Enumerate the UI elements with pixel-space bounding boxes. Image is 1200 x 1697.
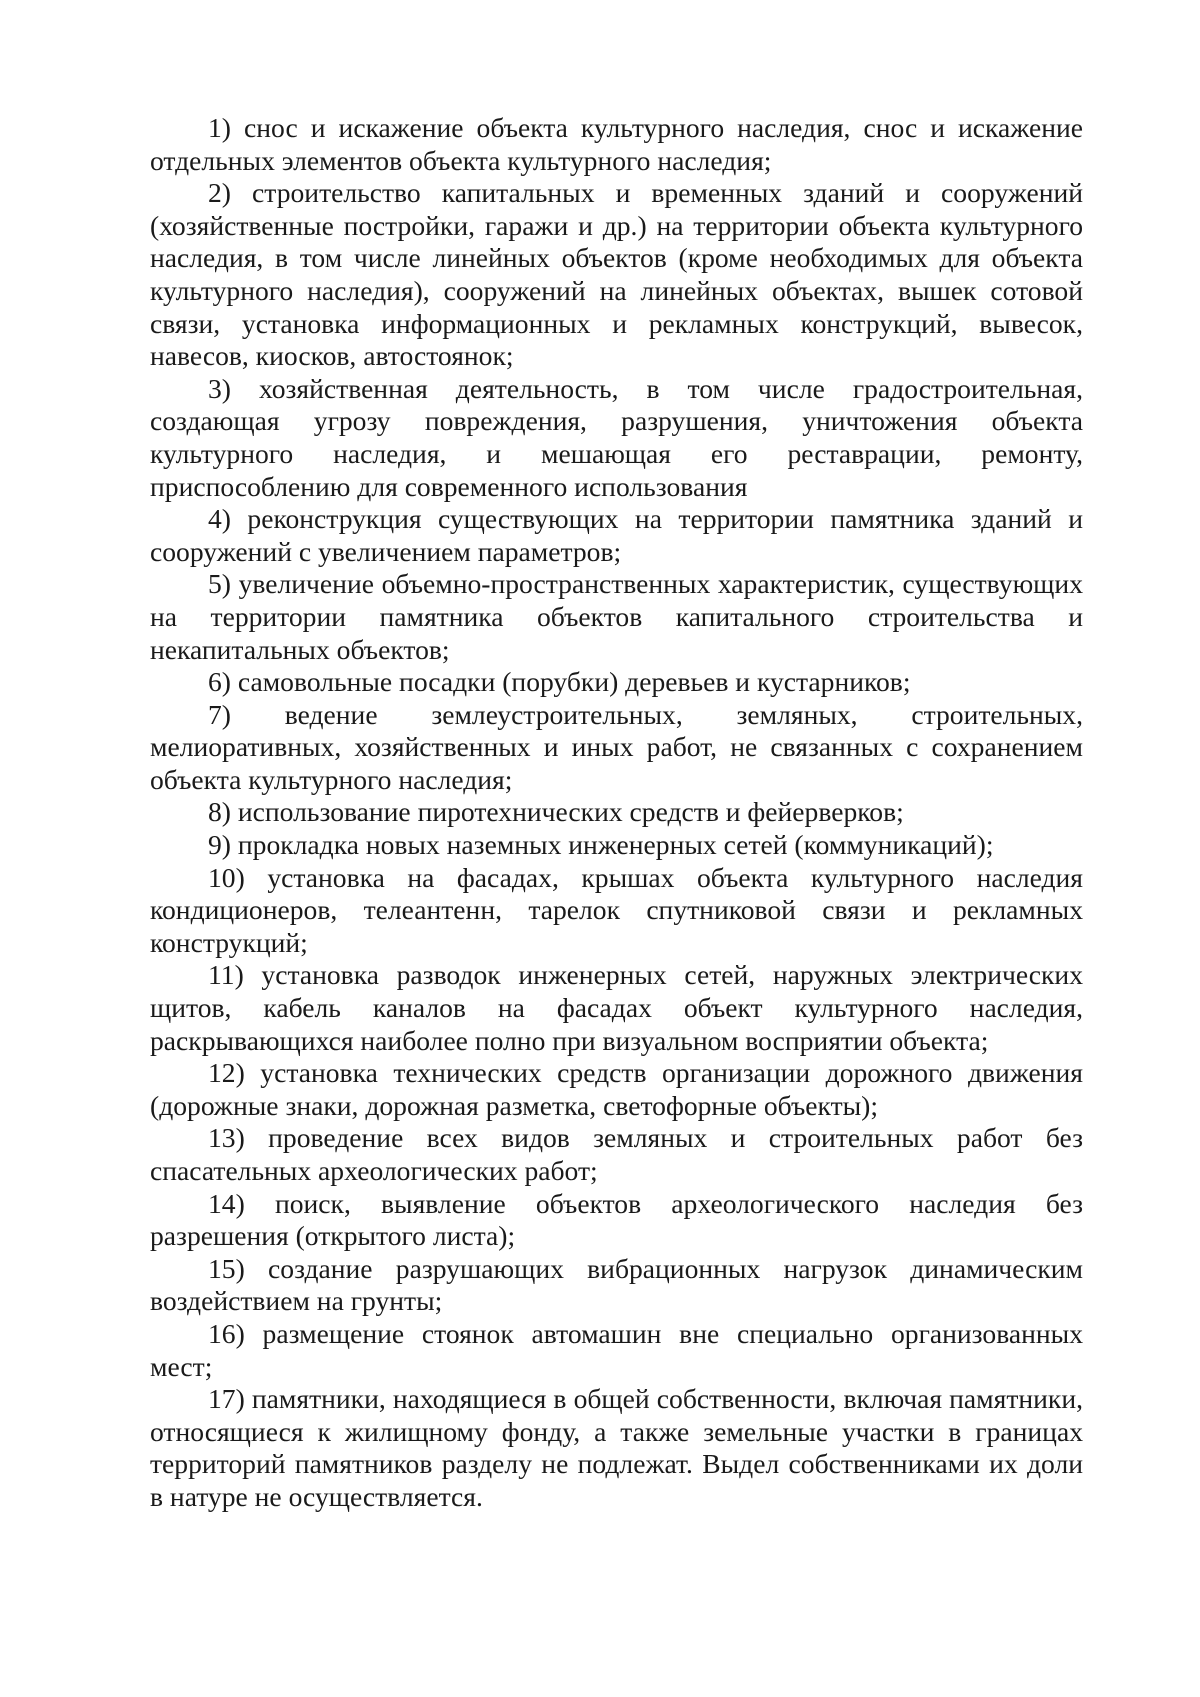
document-page (150, 112, 1083, 1514)
list-item: 10) установка на фасадах, крышах объекта культурного наследия кондиционеров, телеантенн, тарелок спутниковой связи и рекламных конструкций; (150, 861, 1083, 958)
list-item: 6) самовольные посадки (порубки) деревьев и кустарников; (208, 666, 911, 698)
list-item: 9) прокладка новых наземных инженерных сетей (коммуникаций); (208, 829, 994, 861)
list-item: 7) ведение землеустроительных, земляных, строительных, мелиоративных, хозяйственных и иных работ, не связанных с сохранением объекта культурного наследия; (150, 698, 1083, 795)
list-item: 3) хозяйственная деятельность, в том числе градостроительная, создающая угрозу повреждения, разрушения, уничтожения объекта культурного наследия, и мешающая его реставрации, ремонту, приспособлению для современного использования (150, 372, 1083, 502)
list-item: 15) создание разрушающих вибрационных нагрузок динамическим воздействием на грунты; (150, 1252, 1083, 1317)
list-item: 4) реконструкция существующих на территории памятника зданий и сооружений с увеличением параметров; (150, 503, 1083, 567)
list-item: 16) размещение стоянок автомашин вне специально организованных мест; (150, 1317, 1083, 1382)
list-item: 2) строительство капитальных и временных зданий и сооружений (хозяйственные постройки, гаражи и др.) на территории объекта культурного наследия, в том числе линейных объектов (кроме необходимых для объекта культурного наследия), сооружений на линейных объектах, вышек сотовой связи, установка информационных и рекламных конструкций, вывесок, навесов, киосков, автостоянок; (150, 177, 1083, 372)
list-item: 5) увеличение объемно-пространственных характеристик, существующих на территории памятника объектов капитального строительства и некапитальных объектов; (150, 568, 1083, 665)
list-item: 12) установка технических средств организации дорожного движения (дорожные знаки, дорожная разметка, светофорные объекты); (150, 1057, 1083, 1121)
list-item: 13) проведение всех видов земляных и строительных работ без спасательных археологических работ; (150, 1122, 1083, 1186)
list-item: 8) использование пиротехнических средств и фейерверков; (208, 796, 904, 828)
list-item: 17) памятники, находящиеся в общей собственности, включая памятники, относящиеся к жилищному фонду, а также земельные участки в границах территорий памятников разделу не подлежат. Выдел собственниками их доли в натуре не осуществляется. (150, 1383, 1083, 1512)
list-item: 1) снос и искажение объекта культурного наследия, снос и искажение отдельных элементов объекта культурного наследия; (150, 112, 1083, 176)
list-item: 14) поиск, выявление объектов археологического наследия без разрешения (открытого листа); (150, 1187, 1083, 1252)
list-item: 11) установка разводок инженерных сетей, наружных электрических щитов, кабель каналов на фасадах объект культурного наследия, раскрывающихся наиболее полно при визуальном восприятии объекта; (150, 959, 1083, 1056)
